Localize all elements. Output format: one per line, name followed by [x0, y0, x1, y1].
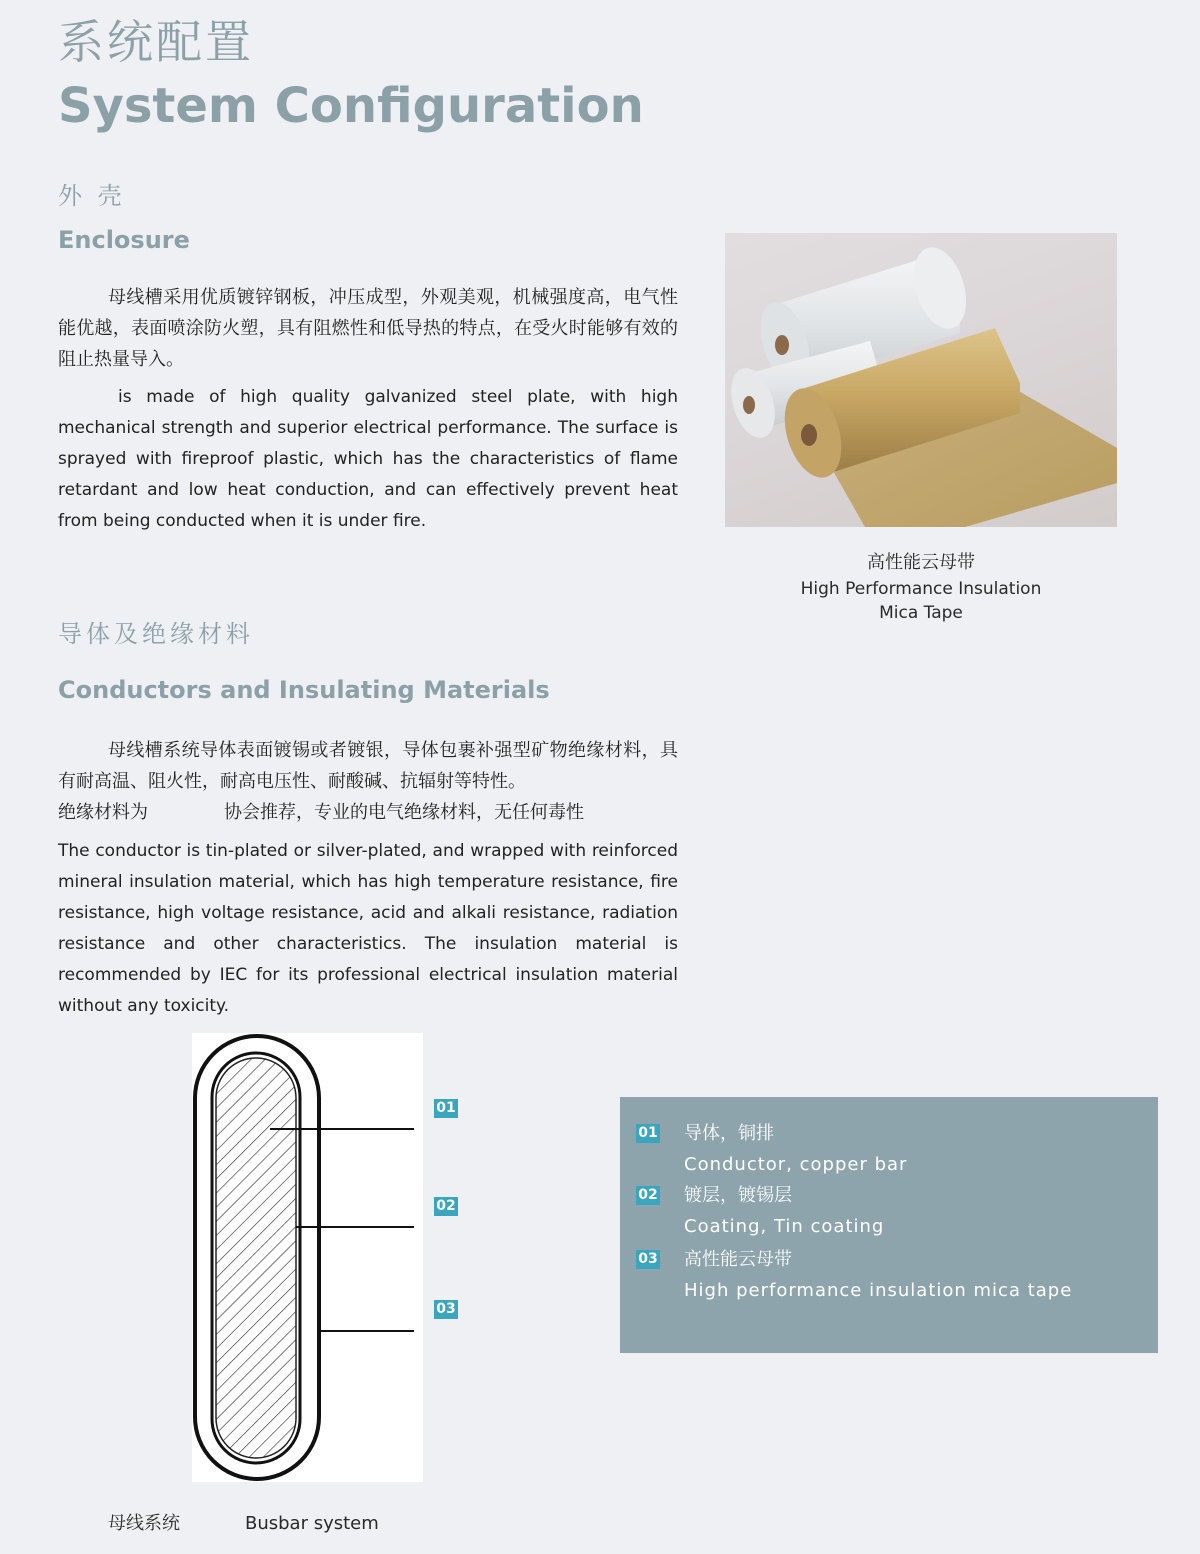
photo-caption-en-line2: Mica Tape: [879, 603, 963, 623]
conductors-heading-cn: 导体及绝缘材料: [58, 620, 254, 648]
conductors-body-cn: 母线槽系统导体表面镀锡或者镀银，导体包裹补强型矿物绝缘材料，具有耐高温、阻火性，耐高电压性、耐酸碱、抗辐射等特性。: [58, 740, 678, 792]
conductors-body-en: The conductor is tin-plated or silver-plated, and wrapped with reinforced mineral insulation material, which has high temperature resistance, fire resistance, high voltage resistance, acid and alkali resistance, radiation resistance and other characteristics. The insulation material is recommended by IEC for its professional electrical insulation material without any toxicity.: [58, 841, 678, 1016]
diagram-marker-02: 02: [434, 1197, 458, 1216]
diagram-marker-01: 01: [434, 1099, 458, 1118]
photo-caption-cn: 高性能云母带: [867, 552, 975, 573]
legend-panel: [620, 1097, 1158, 1353]
photo-caption-en-line1: High Performance Insulation: [800, 579, 1042, 599]
enclosure-heading-en: Enclosure: [58, 226, 190, 254]
busbar-cross-section: [192, 1033, 423, 1482]
legend-item-02-en: Coating, Tin coating: [684, 1216, 885, 1237]
mica-tape-rolls-image: [725, 233, 1117, 527]
conductors-heading-en: Conductors and Insulating Materials: [58, 676, 550, 704]
conductors-body-cn-2: [58, 797, 678, 828]
enclosure-body-en: is made of high quality galvanized steel plate, with high mechanical strength and superior electrical performance. The surface is sprayed with fireproof plastic, which has the characteristics of flame retardant and low heat conduction, and can effectively prevent heat from being conducted when it is under fire.: [58, 387, 678, 531]
legend-marker-01: 01: [636, 1124, 660, 1143]
legend-item-02-cn: 镀层，镀锡层: [684, 1185, 792, 1206]
diagram-marker-03: 03: [434, 1300, 458, 1319]
legend-marker-02: 02: [636, 1186, 660, 1205]
legend-item-01-en: Conductor, copper bar: [684, 1154, 908, 1175]
conductors-body-cn-2a: 绝缘材料为: [58, 802, 148, 823]
diagram-caption-en: Busbar system: [245, 1513, 379, 1534]
mica-tape-photo: [725, 233, 1117, 527]
page-title-cn: 系统配置: [58, 15, 254, 69]
conductor-hatch: [216, 1058, 296, 1458]
conductors-body-cn-2b: 协会推荐，专业的电气绝缘材料，无任何毒性: [224, 802, 584, 823]
legend-item-03-cn: 高性能云母带: [684, 1249, 792, 1270]
page-title-en: System Configuration: [58, 78, 644, 134]
diagram-caption-cn: 母线系统: [108, 1513, 180, 1534]
busbar-diagram: [192, 1033, 423, 1482]
legend-item-03-en: High performance insulation mica tape: [684, 1280, 1073, 1301]
enclosure-body-cn: 母线槽采用优质镀锌钢板，冲压成型，外观美观，机械强度高，电气性能优越，表面喷涂防火塑，具有阻燃性和低导热的特点，在受火时能够有效的阻止热量导入。: [58, 287, 678, 370]
legend-marker-03: 03: [636, 1250, 660, 1269]
enclosure-heading-cn: 外 壳: [58, 182, 126, 210]
photo-caption-en: [725, 577, 1117, 625]
legend-item-01-cn: 导体，铜排: [684, 1123, 774, 1144]
